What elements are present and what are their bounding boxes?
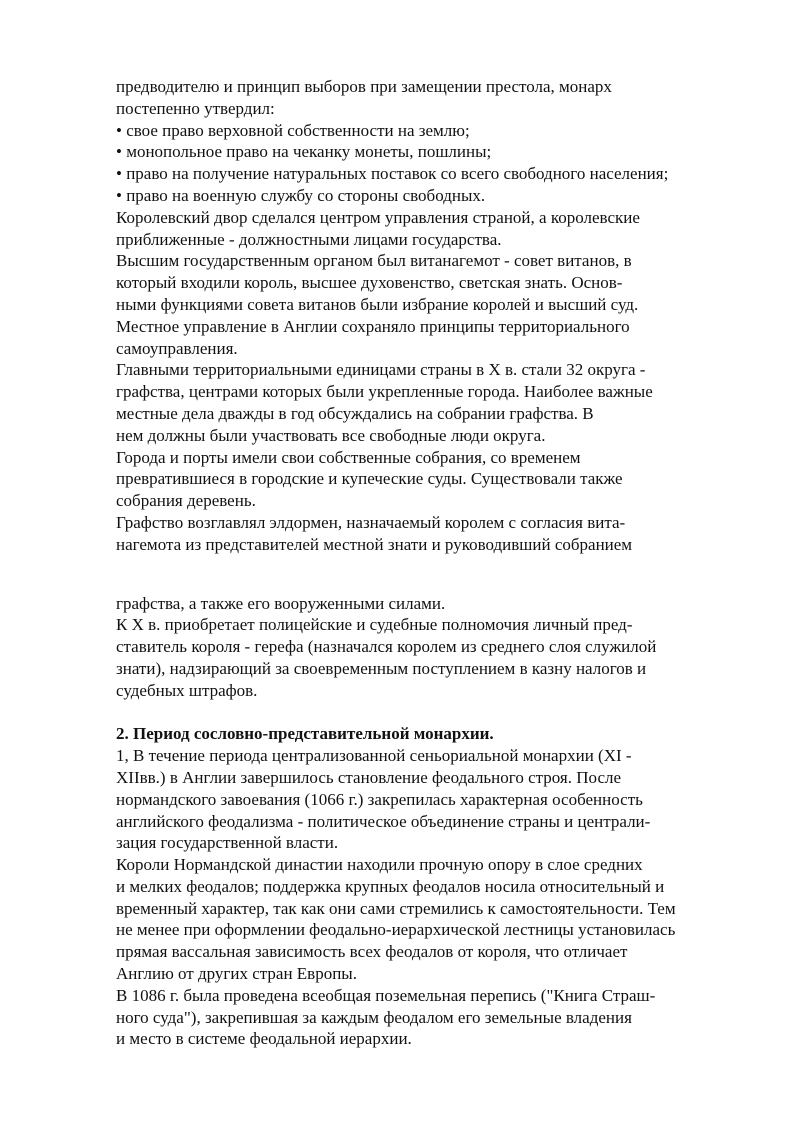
text-line: предводителю и принцип выборов при замещении престола, монарх [116,77,612,96]
text-line: превратившиеся в городские и купеческие суды. Существовали также [116,469,623,489]
document-page [116,76,746,1050]
text-line: судебных штрафов. [116,680,258,700]
text-line: • монопольное право на чеканку монеты, пошлины; [116,142,492,162]
text-line: • право на получение натуральных поставок со всего свободного населения; [116,164,669,184]
text-line: ного суда"), закрепившая за каждым феодалом его земельные владения [116,1007,632,1027]
text-line: XIIвв.) в Англии завершилось становление феодального строя. После [116,767,622,787]
text-line: В 1086 г. была проведена всеобщая поземельная перепись ("Книга Страш- [116,985,656,1005]
text-line: Короли Нормандской династии находили прочную опору в слое средних [116,855,643,875]
text-line: нагемота из представителей местной знати и руководивший собранием [116,534,633,554]
text-line: Графство возглавлял элдормен, назначаемый королем с согласия вита- [116,512,626,532]
text-line: временный характер, так как они сами стремились к самостоятельности. Тем [116,898,676,918]
text-line: зация государственной власти. [116,833,339,853]
text-line: не менее при оформлении феодально-иерархической лестницы установилась [116,920,676,940]
text-line: 1, В течение периода централизованной сеньориальной монархии (XI - [116,746,632,766]
text-line: собрания деревень. [116,491,256,511]
paragraph-gap [116,702,746,724]
text-line: графства, центрами которых были укрепленные города. Наиболее важные [116,382,653,402]
text-line: Королевский двор сделался центром управления страной, а королевские [116,207,640,227]
text-line: и место в системе феодальной иерархии. [116,1029,412,1049]
text-line: графства, а также его вооруженными силами. [116,593,446,613]
text-block-3 [116,745,746,1050]
text-line: • свое право верховной собственности на землю; [116,120,470,140]
text-line: К X в. приобретает полицейские и судебные полномочия личный пред- [116,615,633,635]
text-line: Высшим государственным органом был витанагемот - совет витанов, в [116,251,632,271]
text-line: Местное управление в Англии сохраняло принципы территориального [116,316,630,336]
text-line: и мелких феодалов; поддержка крупных феодалов носила относительный и [116,876,665,896]
text-line: Города и порты имели свои собственные собрания, со временем [116,447,581,467]
text-line: нем должны были участвовать все свободные люди округа. [116,425,546,445]
text-line: нормандского завоевания (1066 г.) закрепилась характерная особенность [116,789,643,809]
text-line: местные дела дважды в год обсуждались на собрании графства. В [116,403,594,423]
text-line: знати), надзирающий за своевременным поступлением в казну налогов и [116,658,647,678]
text-line: Англию от других стран Европы. [116,964,357,984]
text-line: самоуправления. [116,338,238,358]
text-line: ными функциями совета витанов были избрание королей и высший суд. [116,294,639,314]
text-line: постепенно утвердил: [116,98,275,118]
text-line: приближенные - должностными лицами государства. [116,229,502,249]
section-heading: 2. Период сословно-представительной монархии. [116,724,494,744]
text-block-2 [116,593,746,702]
page-break-gap [116,556,746,593]
text-line: ставитель короля - герефа (назначался королем из среднего слоя служилой [116,637,657,657]
text-line: • право на военную службу со стороны свободных. [116,185,486,205]
text-line: английского феодализма - политическое объединение страны и централи- [116,811,651,831]
text-line: прямая вассальная зависимость всех феодалов от короля, что отличает [116,942,628,962]
text-block-1 [116,76,746,556]
text-line: который входили король, высшее духовенство, светская знать. Основ- [116,273,623,293]
text-line: Главными территориальными единицами страны в X в. стали 32 округа - [116,360,646,380]
